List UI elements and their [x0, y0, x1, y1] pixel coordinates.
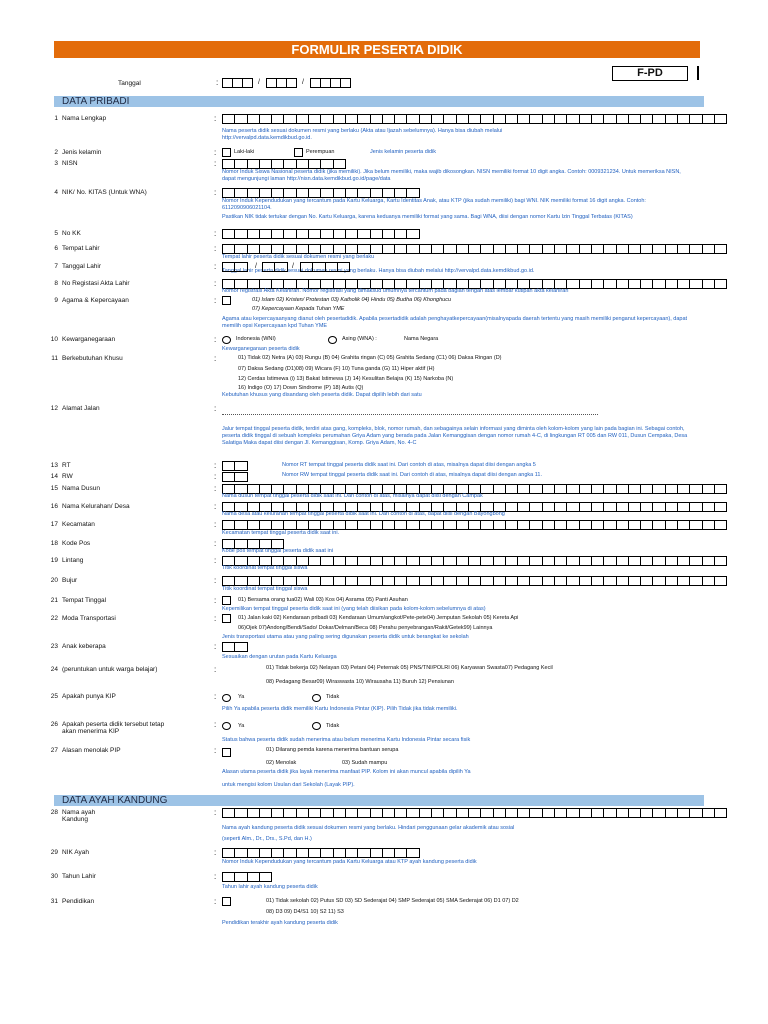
- field-label: Agama & Kepercayaan: [62, 297, 129, 304]
- field-hint: Nomor Induk Kependudukan yang tercantum pada Kartu Keluarga atau KTP ayah kandung peserta didik: [222, 859, 477, 865]
- tempat-tinggal-checkbox[interactable]: [222, 596, 231, 605]
- pendidikan-checkbox[interactable]: [222, 897, 231, 906]
- field-number: 23: [50, 643, 58, 650]
- colon: :: [214, 872, 217, 881]
- field-hint: Kode pos tempat tinggal peserta didik saat ini: [222, 548, 333, 554]
- tanggal-year-input[interactable]: [310, 78, 351, 87]
- field-number: 26: [50, 721, 58, 728]
- colon: :: [214, 720, 217, 729]
- agama-checkbox[interactable]: [222, 296, 231, 305]
- field-label: Nama Lengkap: [62, 115, 107, 122]
- colon: :: [214, 746, 217, 755]
- field-label: Kecamatan: [62, 521, 95, 528]
- colon: :: [214, 472, 217, 481]
- field-number: 31: [50, 898, 58, 905]
- colon: :: [214, 642, 217, 651]
- field-number: 14: [50, 473, 58, 480]
- field-label: Alasan menolak PIP: [62, 747, 121, 754]
- field-hint: Pendidikan terakhir ayah kandung peserta didik: [222, 920, 338, 926]
- form-code: F-PD: [612, 66, 688, 81]
- f28-input[interactable]: [222, 808, 727, 817]
- field-number: 20: [50, 577, 58, 584]
- date-separator: /: [292, 263, 294, 270]
- tetap-kip-tidak-label: Tidak: [326, 723, 340, 729]
- field-label-2: akan menerima KIP: [62, 728, 120, 735]
- colon: :: [214, 262, 217, 271]
- kip-tidak-radio[interactable]: [312, 694, 321, 702]
- field-hint: Nomor Induk Kependudukan yang tercantum pada Kartu Keluarga, Kartu Identitas Anak, atau KTP (jika sudah memiliki) bagi WNI. NIK memiliki format 16 digit angka. Contoh: 6112090906021104.: [222, 198, 646, 211]
- f1-input[interactable]: [222, 114, 727, 123]
- field-label: NIK Ayah: [62, 849, 89, 856]
- field-label: Nama ayah: [62, 809, 96, 816]
- f6-input[interactable]: [222, 244, 727, 253]
- colon: :: [214, 596, 217, 605]
- alasan-line-2b: 03) Sudah mampu: [342, 760, 388, 766]
- alasan-line-2a: 02) Menolak: [266, 760, 297, 766]
- field-label: RW: [62, 473, 73, 480]
- field-hint: Tanggal lahir peserta didik sesuai dokumen resmi yang berlaku. Hanya bisa diubah melalui http://vervalpd.data.kemdikbud.go.id.: [222, 268, 535, 274]
- field-label: (peruntukan untuk warga belajar): [62, 666, 158, 673]
- kebutuhan-line-1: 01) Tidak 02) Netra (A) 03) Rungu (B) 04) Grahita ringan (C) 05) Grahita Sedang (C1) 06) Daksa Ringan (D): [238, 355, 502, 361]
- field-hint: Nomor RW tempat tinggal peserta didik saat ini. Dari contoh di atas, misalnya dapat diisi dengan angka 11.: [282, 472, 542, 478]
- field-number: 29: [50, 849, 58, 856]
- kip-ya-label: Ya: [238, 694, 245, 700]
- field-label: Jenis kelamin: [62, 149, 102, 156]
- f8-input[interactable]: [222, 279, 727, 288]
- field-hint: Nomor RT tempat tinggal peserta didik saat ini. Dari contoh di atas, misalnya dapat diisi dengan angka 5: [282, 462, 536, 468]
- alamat-input[interactable]: [222, 413, 598, 415]
- field-hint: Kebutuhan khusus yang disandang oleh peserta didik. Dapat dipilih lebih dari satu: [222, 392, 422, 398]
- nama-negara-label: Nama Negara: [404, 336, 439, 342]
- colon: :: [214, 520, 217, 529]
- colon: :: [214, 502, 217, 511]
- date-separator: /: [302, 79, 304, 86]
- f29-input[interactable]: [222, 848, 420, 857]
- tanggal-lahir-month[interactable]: [262, 262, 288, 271]
- field-number: 22: [50, 615, 58, 622]
- field-number: 21: [50, 597, 58, 604]
- field-hint: Nama dusun tempat tinggal peserta didik saat ini. Dari contoh di atas, misalnya dapat diisi dengan Campak: [222, 493, 483, 499]
- tanggal-lahir-year[interactable]: [300, 262, 350, 271]
- field-hint: Nama ayah kandung peserta didik sesuai dokumen resmi yang berlaku. Hindari penggunaan gelar akademik atau sosial: [222, 825, 515, 831]
- field-label: Tempat Lahir: [62, 245, 100, 252]
- field-number: 12: [50, 405, 58, 412]
- colon: :: [214, 539, 217, 548]
- field-label: Kewarganegaraan: [62, 336, 116, 343]
- field-number: 8: [54, 280, 58, 287]
- field-number: 19: [50, 557, 58, 564]
- field-number: 16: [50, 503, 58, 510]
- kebutuhan-line-4: 16) Indigo (O) 17) Down Sindrome (P) 18) Autis (Q): [238, 385, 364, 391]
- alasan-checkbox[interactable]: [222, 748, 231, 757]
- kip-ya-radio[interactable]: [222, 694, 231, 702]
- field-label: Berkebutuhan Khusu: [62, 355, 123, 362]
- field-hint: Alasan utama peserta didik jika layak menerima manfaat PIP. Kolom ini akan muncul apabila dipilih Ya: [222, 769, 471, 775]
- field-hint: Nomor Induk Siswa Nasional peserta didik (jika memiliki). Jika belum memiliki, maka wajib dikosongkan. NISN memiliki format 10 digit angka. Contoh: 0009321234. Untuk memeriksa NISN, dapat mengunjungi laman http://nisn.data.kemdikbud.go.id/page/data: [222, 169, 681, 182]
- f20-input[interactable]: [222, 576, 727, 585]
- colon: :: [214, 229, 217, 238]
- code-marker: [697, 66, 699, 80]
- kip-tidak-label: Tidak: [326, 694, 340, 700]
- laki-laki-label: Laki-laki: [234, 149, 255, 155]
- field-label: RT: [62, 462, 71, 469]
- perempuan-checkbox[interactable]: [294, 148, 303, 157]
- field-hint: Sesuaikan dengan urutan pada Kartu Keluarga: [222, 654, 337, 660]
- field-number: 3: [54, 160, 58, 167]
- tanggal-day-input[interactable]: [222, 78, 253, 87]
- field-number: 24: [50, 666, 58, 673]
- field-label: Apakah punya KIP: [62, 693, 116, 700]
- colon: :: [214, 244, 217, 253]
- colon: :: [214, 159, 217, 168]
- field-label: Bujur: [62, 577, 78, 584]
- pendidikan-line-2: 08) D3 09) D4/S1 10) S2 11) S3: [266, 909, 344, 915]
- pekerjaan-line-2: 08) Pedagang Besar09) Wiraswasta 10) Wirausaha 11) Buruh 12) Pensiunan: [266, 679, 454, 685]
- field-label: Alamat Jalan: [62, 405, 100, 412]
- field-number: 5: [54, 230, 58, 237]
- field-number: 10: [50, 336, 58, 343]
- colon: :: [214, 808, 217, 817]
- wni-label: Indonesia (WNI): [236, 336, 276, 342]
- laki-laki-checkbox[interactable]: [222, 148, 231, 157]
- agama-options: 01) Islam 02) Kristen/ Protestan 03) Katholik 04) Hindu 05) Budha 06) Khonghucu: [252, 297, 452, 303]
- field-label: Tanggal Lahir: [62, 263, 102, 270]
- field-hint: Nomor registrasi Akta Kelahiran. Nomor registrasi yang dimaksud umumnya tercantum pada bagian tengah atas lembar kutipan akta kelahiran: [222, 288, 569, 294]
- field-hint: Jenis transportasi utama atau yang paling sering digunakan peserta didik untuk berangkat ke sekolah: [222, 634, 469, 640]
- field-hint: Titik koordinat tempat tinggal siswa: [222, 565, 308, 571]
- section-data-pribadi: DATA PRIBADI: [54, 96, 704, 107]
- f15-input[interactable]: [222, 484, 727, 493]
- colon: :: [214, 404, 217, 413]
- colon: :: [214, 148, 217, 157]
- colon: :: [214, 897, 217, 906]
- colon: :: [214, 556, 217, 565]
- field-hint: Jenis kelamin peserta didik: [370, 149, 437, 155]
- colon: :: [214, 614, 217, 623]
- date-separator: /: [258, 79, 260, 86]
- tetap-kip-tidak-radio[interactable]: [312, 722, 321, 730]
- colon: :: [214, 335, 217, 344]
- section-data-ayah: DATA AYAH KANDUNG: [54, 795, 704, 806]
- field-label: Tahun Lahir: [62, 873, 96, 880]
- colon: :: [214, 576, 217, 585]
- anak-keberapa-input[interactable]: [222, 642, 248, 651]
- field-hint: Tempat lahir peserta didik sesuai dokumen resmi yang berlaku: [222, 254, 375, 260]
- field-number: 27: [50, 747, 58, 754]
- field-label: Pendidikan: [62, 898, 95, 905]
- wni-radio[interactable]: [222, 336, 231, 344]
- f14-input[interactable]: [222, 472, 248, 481]
- field-hint: Titik koordinat tempat tinggal siswa: [222, 586, 308, 592]
- field-number: 7: [54, 263, 58, 270]
- date-separator: /: [255, 263, 257, 270]
- field-number: 17: [50, 521, 58, 528]
- field-number: 25: [50, 693, 58, 700]
- tetap-kip-ya-label: Ya: [238, 723, 245, 729]
- kebutuhan-line-2: 07) Daksa Sedang (D1)08) 09) Wicara (F) 10) Tuna ganda (G) 11) Hiper aktif (H): [238, 366, 435, 372]
- field-number: 11: [51, 355, 58, 362]
- field-hint-2: (seperti Alm., Dr., Drs., S.Pd, dan H.): [222, 836, 312, 842]
- field-hint: Agama atau kepercayaanyang dianut oleh pesertadidik. Apabila pesertadidik adalah penghayatkepercayaan(misalnyapada daerah tertentu yang masih memiliki penganut kepercayaan), dapat memilih opsi Kepercayaan kpd Tuhan YME: [222, 316, 688, 329]
- tempat-tinggal-options: 01) Bersama orang tua02) Wali 03) Kos 04) Asrama 05) Panti Asuhan: [238, 597, 408, 603]
- colon: :: [214, 692, 217, 701]
- f18-input[interactable]: [222, 539, 284, 548]
- field-label: NIK/ No. KITAS (Untuk WNA): [62, 189, 147, 196]
- field-number: 1: [54, 115, 58, 122]
- field-number: 4: [54, 189, 58, 196]
- field-hint: Nama desa atau kelurahan tempat tinggal peserta didik saat ini. Dari contoh di atas, dapat diisi dengan Bayongbong: [222, 511, 505, 517]
- field-label: Apakah peserta didik tersebut tetap: [62, 721, 165, 728]
- field-number: 30: [50, 873, 58, 880]
- field-label: No KK: [62, 230, 81, 237]
- transportasi-checkbox[interactable]: [222, 614, 231, 623]
- field-hint: Pilih Ya apabila peserta didik memiliki Kartu Indonesia Pintar (KIP). Pilih Tidak jika tidak memiliki.: [222, 706, 458, 712]
- tanggal-month-input[interactable]: [266, 78, 297, 87]
- alasan-line-1: 01) Dilarang pemda karena menerima bantuan serupa: [266, 747, 399, 753]
- f5-input[interactable]: [222, 229, 420, 238]
- colon: :: [214, 665, 217, 674]
- f13-input[interactable]: [222, 461, 248, 470]
- tanggal-label: Tanggal: [118, 80, 141, 87]
- perempuan-label: Perempuan: [306, 149, 335, 155]
- f3-input[interactable]: [222, 159, 346, 168]
- colon: :: [214, 461, 217, 470]
- field-hint: Kewarganegaraan peserta didik: [222, 346, 300, 352]
- f30-input[interactable]: [222, 872, 272, 881]
- f4-input[interactable]: [222, 188, 420, 197]
- field-hint: Jalur tempat tinggal peserta didik, terdiri atas gang, kompleks, blok, nomor rumah, dan sebagainya selain informasi yang diminta oleh kolom-kolom yang lain pada bagian ini. Sebagai contoh, peserta didik tinggal di sebuah kompleks perumahan Griya Adam yang berada pada Jalan Kemanggisan dengan nomor rumah 4-C, di lingkungan RT 005 dan RW 011, Dusun Cempaka, Desa Salatiga Maka dapat diisi dengan Jl. Kemanggisan, Komp. Griya Adam, No. 4-C: [222, 426, 688, 446]
- f17-input[interactable]: [222, 520, 727, 529]
- field-number: 15: [50, 485, 58, 492]
- kebutuhan-line-3: 12) Cerdas Istimewa (i) 13) Bakat Istimewa (J) 14) Kesulitan Belajra (K) 15) Narkoba (N): [238, 376, 454, 382]
- wna-radio[interactable]: [328, 336, 337, 344]
- field-label: Kode Pos: [62, 540, 91, 547]
- colon: :: [216, 78, 219, 87]
- field-hint-2: untuk mengisi kolom Usulan dari Sekolah (Layak PIP).: [222, 782, 355, 788]
- field-label: No Registasi Akta Lahir: [62, 280, 130, 287]
- field-hint: Tahun lahir ayah kandung peserta didik: [222, 884, 318, 890]
- transportasi-line-2: 06)Ojek 07)Andong/Bendi/Sado/ Dokar/Delman/Beca 08) Perahu penyebrangan/Rakit/Getek99) Lainnya: [238, 625, 493, 631]
- colon: :: [214, 296, 217, 305]
- field-label: NISN: [62, 160, 78, 167]
- colon: :: [214, 484, 217, 493]
- form-title: FORMULIR PESERTA DIDIK: [54, 41, 700, 58]
- wna-label: Asing (WNA) :: [342, 336, 377, 342]
- field-hint: Status bahwa peserta didik sudah menerima atau belum menerima Kartu Indonesia Pintar secara fisik: [222, 737, 471, 743]
- field-label: Anak keberapa: [62, 643, 106, 650]
- field-hint: Nama peserta didik sesuai dokumen resmi yang berlaku (Akta atau Ijazah sebelumnya). Hanya bisa diubah melalui http://vervalpd.data.kemdikbud.go.id.: [222, 128, 503, 141]
- tetap-kip-ya-radio[interactable]: [222, 722, 231, 730]
- field-hint: Kecamatan tempat tinggal peserta didik saat ini.: [222, 530, 340, 536]
- f16-input[interactable]: [222, 502, 727, 511]
- field-label: Tempat Tinggal: [62, 597, 107, 604]
- transportasi-line-1: 01) Jalan kaki 02) Kendaraan pribadi 03) Kendaraan Umum/angkot/Pete-pete04) Jemputan Sekolah 05) Kereta Api: [238, 615, 519, 621]
- f19-input[interactable]: [222, 556, 727, 565]
- field-hint-2: Pastikan NIK tidak tertukar dengan No. Kartu Keluarga, karena keduanya memiliki format yang sama. Bagi WNA, diisi dengan nomor Kartu Izin Tinggal Terbatas (KITAS): [222, 214, 633, 220]
- colon: :: [214, 279, 217, 288]
- field-number: 18: [50, 540, 58, 547]
- field-number: 13: [50, 462, 58, 469]
- colon: :: [214, 848, 217, 857]
- field-number: 28: [50, 809, 58, 816]
- field-number: 2: [54, 149, 58, 156]
- colon: :: [214, 354, 217, 363]
- field-number: 9: [54, 297, 58, 304]
- field-label-2: Kandung: [62, 816, 89, 823]
- colon: :: [214, 114, 217, 123]
- field-label: Moda Transportasi: [62, 615, 116, 622]
- field-label: Nama Dusun: [62, 485, 100, 492]
- pekerjaan-line-1: 01) Tidak bekerja 02) Nelayan 03) Petani 04) Peternak 05) PNS/TNI/POLRI 06) Karyawan Swasta07) Pedagang Kecil: [266, 665, 553, 671]
- agama-option-07: 07) Kepercayaan Kepada Tuhan YME: [252, 306, 345, 312]
- field-number: 6: [54, 245, 58, 252]
- field-label: Lintang: [62, 557, 84, 564]
- field-label: Nama Kelurahan/ Desa: [62, 503, 130, 510]
- pendidikan-line-1: 01) Tidak sekolah 02) Putus SD 03) SD Sederajat 04) SMP Sederajat 05) SMA Sederajat 06) D1 07) D2: [266, 898, 519, 904]
- colon: :: [214, 188, 217, 197]
- tanggal-lahir-day[interactable]: [222, 262, 248, 271]
- field-hint: Kepemilikan tempat tinggal peserta didik saat ini (yang telah diisikan pada kolom-kolom sebelumnya di atas): [222, 606, 486, 612]
